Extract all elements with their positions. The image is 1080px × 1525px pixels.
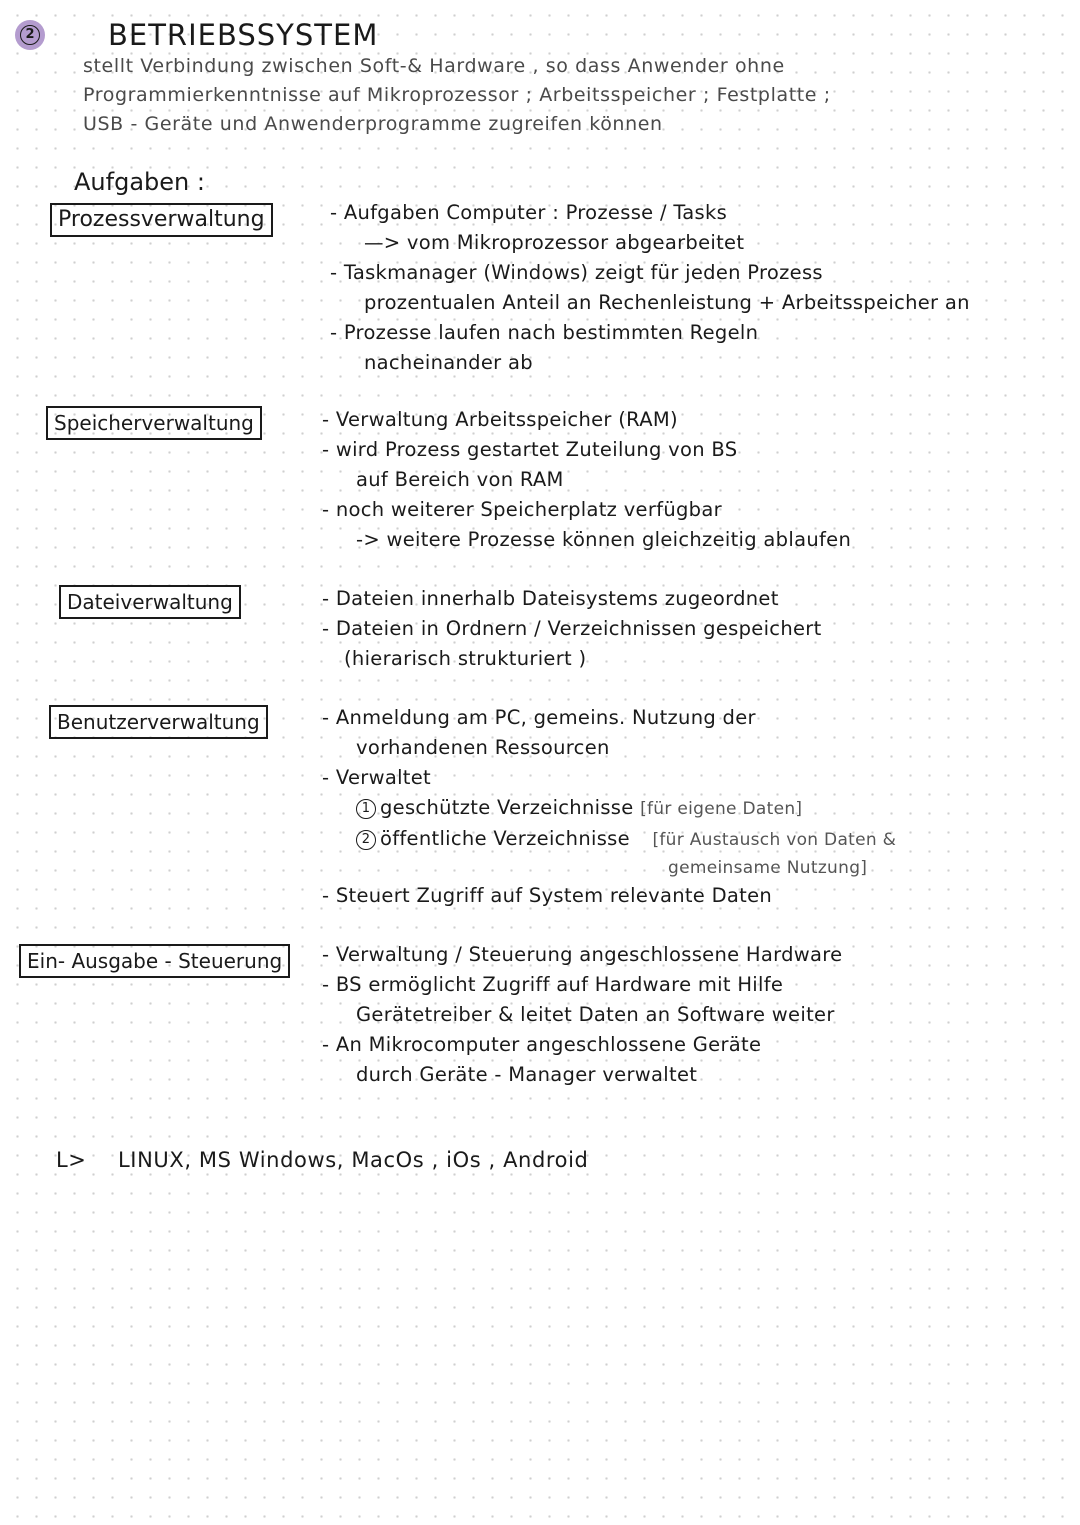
arrow-icon: L> bbox=[56, 1148, 87, 1172]
bullet-line: vorhandenen Ressourcen bbox=[356, 736, 610, 759]
intro-line: stellt Verbindung zwischen Soft-& Hardware , so dass Anwender ohne bbox=[83, 55, 785, 77]
bullet-line: - Anmeldung am PC, gemeins. Nutzung der bbox=[322, 706, 756, 729]
bullet-line: geschützte Verzeichnisse bbox=[380, 796, 634, 819]
circled-number-2: 2 bbox=[356, 830, 376, 850]
note-text: gemeinsame Nutzung] bbox=[668, 858, 868, 878]
intro-line: Programmierkenntnisse auf Mikroprozessor ; Arbeitsspeicher ; Festplatte ; bbox=[83, 84, 831, 106]
bullets-prozessverwaltung bbox=[330, 198, 970, 378]
bullet-line: -> weitere Prozesse können gleichzeitig ablaufen bbox=[356, 528, 852, 551]
label-prozessverwaltung: Prozessverwaltung bbox=[50, 203, 273, 237]
bullet-line: öffentliche Verzeichnisse bbox=[380, 827, 630, 850]
bullet-line: Gerätetreiber & leitet Daten an Software weiter bbox=[356, 1003, 835, 1026]
bullet-line: - Verwaltet bbox=[322, 766, 431, 789]
list-item bbox=[322, 824, 896, 855]
bullet-line: - wird Prozess gestartet Zuteilung von BS bbox=[322, 438, 738, 461]
bullet-line: - An Mikrocomputer angeschlossene Geräte bbox=[322, 1033, 762, 1056]
bullet-line: - Verwaltung Arbeitsspeicher (RAM) bbox=[322, 408, 678, 431]
section-number: 2 bbox=[20, 25, 40, 45]
tasks-heading: Aufgaben : bbox=[74, 168, 205, 196]
intro-text bbox=[83, 52, 983, 139]
bullets-dateiverwaltung bbox=[322, 584, 822, 674]
label-dateiverwaltung: Dateiverwaltung bbox=[59, 585, 241, 619]
bullet-line: auf Bereich von RAM bbox=[356, 468, 564, 491]
intro-line: USB - Geräte und Anwenderprogramme zugreifen können bbox=[83, 113, 663, 135]
bullet-line: - Dateien in Ordnern / Verzeichnissen gespeichert bbox=[322, 617, 822, 640]
bullet-line: —> vom Mikroprozessor abgearbeitet bbox=[364, 231, 745, 254]
bullet-line: - Taskmanager (Windows) zeigt für jeden Prozess bbox=[330, 261, 823, 284]
label-benutzerverwaltung: Benutzerverwaltung bbox=[49, 705, 268, 739]
bullets-speicherverwaltung bbox=[322, 405, 851, 555]
note-text: [für Austausch von Daten & bbox=[652, 830, 897, 850]
circled-number-1: 1 bbox=[356, 799, 376, 819]
list-item bbox=[322, 793, 896, 824]
bullet-line: - Prozesse laufen nach bestimmten Regeln bbox=[330, 321, 759, 344]
label-speicherverwaltung: Speicherverwaltung bbox=[46, 406, 262, 440]
bullet-line: - noch weiterer Speicherplatz verfügbar bbox=[322, 498, 722, 521]
bullet-line: (hierarisch strukturiert ) bbox=[344, 647, 587, 670]
section-number-badge bbox=[15, 20, 45, 50]
bullets-benutzerverwaltung bbox=[322, 703, 896, 911]
bullet-line: durch Geräte - Manager verwaltet bbox=[356, 1063, 698, 1086]
label-ein-ausgabe-steuerung: Ein- Ausgabe - Steuerung bbox=[19, 944, 290, 978]
bullet-line: - Steuert Zugriff auf System relevante Daten bbox=[322, 884, 773, 907]
os-examples bbox=[56, 1148, 588, 1172]
bullet-line: prozentualen Anteil an Rechenleistung + Arbeitsspeicher an bbox=[364, 291, 970, 314]
page-title: BETRIEBSSYSTEM bbox=[108, 18, 379, 52]
bullet-line: nacheinander ab bbox=[364, 351, 533, 374]
bullet-line: - Aufgaben Computer : Prozesse / Tasks bbox=[330, 201, 728, 224]
bullets-ein-ausgabe-steuerung bbox=[322, 940, 842, 1090]
bullet-line: - BS ermöglicht Zugriff auf Hardware mit Hilfe bbox=[322, 973, 784, 996]
bullet-line: - Verwaltung / Steuerung angeschlossene Hardware bbox=[322, 943, 843, 966]
bullet-line: - Dateien innerhalb Dateisystems zugeordnet bbox=[322, 587, 779, 610]
note-text: [für eigene Daten] bbox=[640, 799, 803, 819]
os-examples-text: LINUX, MS Windows, MacOs , iOs , Android bbox=[118, 1148, 589, 1172]
